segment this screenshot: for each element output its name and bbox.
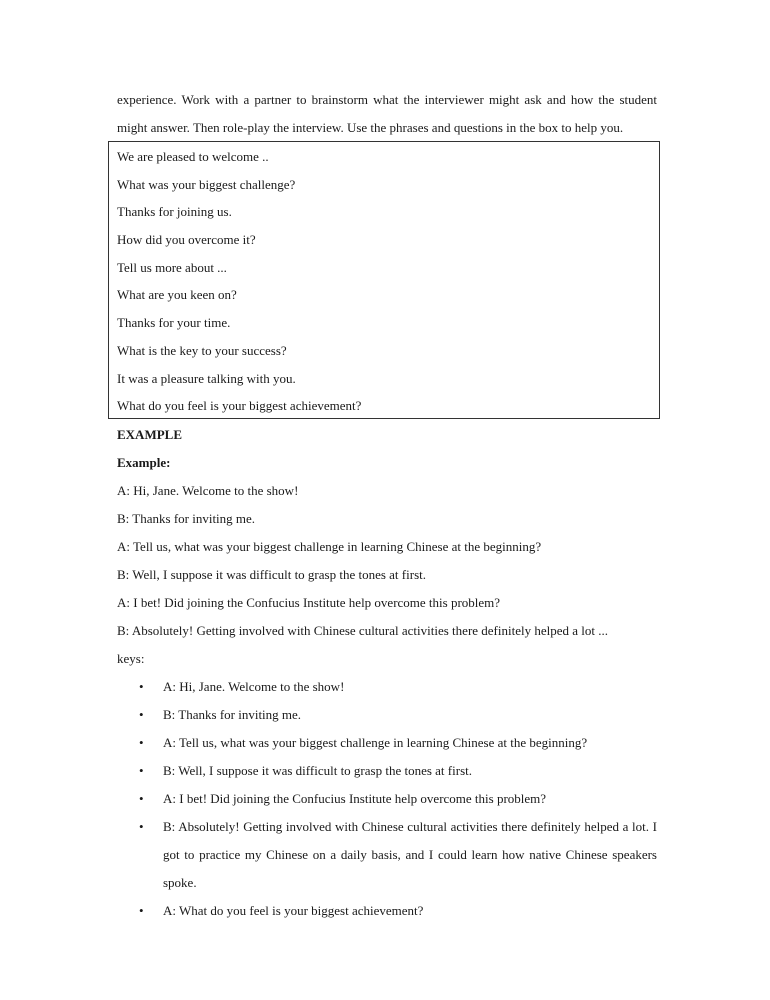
list-item bbox=[117, 785, 657, 813]
key-text: A: I bet! Did joining the Confucius Institute help overcome this problem? bbox=[163, 791, 547, 806]
key-text: B: Well, I suppose it was difficult to grasp the tones at first. bbox=[163, 763, 472, 778]
example-line: B: Thanks for inviting me. bbox=[117, 511, 256, 526]
list-item bbox=[117, 813, 657, 897]
example-section bbox=[117, 421, 657, 925]
example-line: A: I bet! Did joining the Confucius Institute help overcome this problem? bbox=[117, 595, 501, 610]
bullet-icon: • bbox=[139, 763, 144, 778]
bullet-icon: • bbox=[139, 735, 144, 750]
example-label: Example: bbox=[117, 455, 171, 470]
key-text: A: Tell us, what was your biggest challenge in learning Chinese at the beginning? bbox=[163, 735, 588, 750]
bullet-icon: • bbox=[139, 791, 144, 806]
list-item bbox=[117, 701, 657, 729]
bullet-icon: • bbox=[139, 679, 144, 694]
phrase-item: Thanks for your time. bbox=[117, 315, 231, 331]
example-line: B: Absolutely! Getting involved with Chinese cultural activities there definitely helped a lot ... bbox=[117, 623, 609, 638]
intro-line-2: might answer. Then role-play the interview. Use the phrases and questions in the box to help you. bbox=[117, 120, 624, 135]
phrase-item: What do you feel is your biggest achievement? bbox=[117, 398, 362, 414]
key-text: A: Hi, Jane. Welcome to the show! bbox=[163, 679, 345, 694]
list-item bbox=[117, 897, 657, 925]
phrase-item: What are you keen on? bbox=[117, 287, 237, 303]
phrase-item: We are pleased to welcome .. bbox=[117, 149, 269, 164]
phrase-item: It was a pleasure talking with you. bbox=[117, 370, 296, 386]
phrase-item: What was your biggest challenge? bbox=[117, 176, 296, 192]
phrase-item: Tell us more about ... bbox=[117, 259, 227, 275]
example-line: A: Hi, Jane. Welcome to the show! bbox=[117, 483, 299, 498]
bullet-icon: • bbox=[139, 707, 144, 722]
list-item bbox=[117, 757, 657, 785]
key-text: B: Thanks for inviting me. bbox=[163, 707, 302, 722]
example-line: A: Tell us, what was your biggest challenge in learning Chinese at the beginning? bbox=[117, 539, 542, 554]
phrases-box bbox=[108, 141, 660, 419]
bullet-icon: • bbox=[139, 903, 144, 918]
phrase-item: How did you overcome it? bbox=[117, 232, 256, 248]
intro-paragraph bbox=[117, 86, 657, 142]
key-text: A: What do you feel is your biggest achievement? bbox=[163, 903, 424, 918]
example-heading: EXAMPLE bbox=[117, 427, 182, 442]
keys-list bbox=[117, 673, 657, 925]
keys-label: keys: bbox=[117, 651, 145, 666]
key-text: B: Absolutely! Getting involved with Chinese cultural activities there definitely helped a lot. I got to practice my Chinese on a daily basis, and I could learn how native Chinese speakers spoke. bbox=[163, 819, 657, 890]
phrase-item: Thanks for joining us. bbox=[117, 204, 232, 220]
bullet-icon: • bbox=[139, 819, 144, 834]
list-item bbox=[117, 673, 657, 701]
example-line: B: Well, I suppose it was difficult to grasp the tones at first. bbox=[117, 567, 426, 582]
list-item bbox=[117, 729, 657, 757]
phrase-item: What is the key to your success? bbox=[117, 342, 287, 358]
intro-line-1: experience. Work with a partner to brainstorm what the interviewer might ask and how the student bbox=[117, 92, 657, 107]
